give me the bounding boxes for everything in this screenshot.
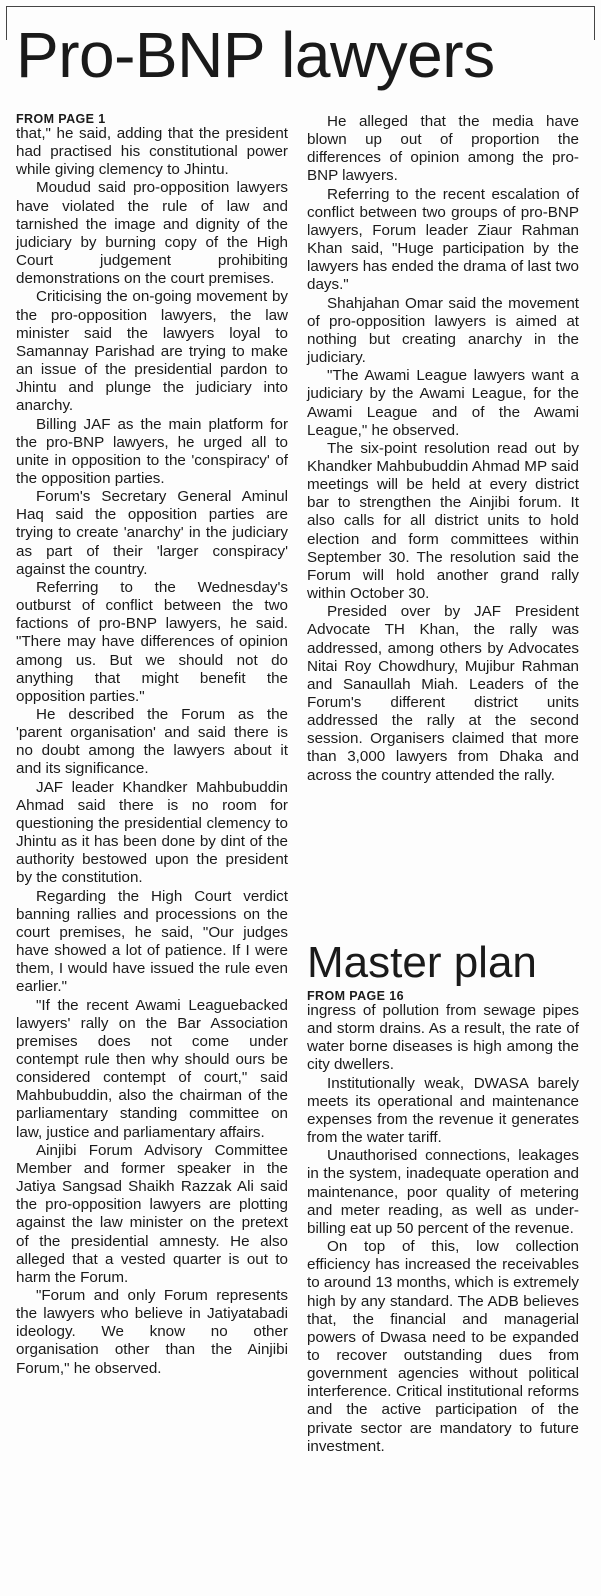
- frame-left-rule: [6, 6, 7, 40]
- paragraph: "If the recent Awami Leaguebacked lawyers' rally on the Bar Association premises does not come under contempt rule then why should ours be considered contempt of court," said Mahbubuddin, also the chairman of the parliamentary standing committee on law, justice and parliamentary affairs.: [16, 996, 288, 1141]
- paragraph: He described the Forum as the 'parent organisation' and said there is no doubt among the lawyers about it and its significance.: [16, 706, 288, 778]
- paragraph: Moudud said pro-opposition lawyers have violated the rule of law and tarnished the image and dignity of the judiciary by burning copy of the High Court judgement prohibiting demonstrations on the court premises.: [16, 179, 288, 288]
- jump-kicker: FROM PAGE 16: [307, 989, 404, 1003]
- paragraph: "Forum and only Forum represents the lawyers who believe in Jatiyatabadi ideology. We know no other organisation other than the Ainjibi Forum," he observed.: [16, 1287, 288, 1377]
- paragraph: Presided over by JAF President Advocate TH Khan, the rally was addressed, among others by Advocates Nitai Roy Chowdhury, Mujibur Rahman and Sanaullah Miah. Leaders of the Forum's different district units addressed the rally at the second session. Organisers claimed that more than 3,000 lawyers from Dhaka and across the country attended the rally.: [307, 603, 579, 784]
- frame-right-rule: [594, 6, 595, 40]
- paragraph: "The Awami League lawyers want a judiciary by the Awami League, for the Awami League and of the Awami League," he observed.: [307, 367, 579, 439]
- top-rule: [6, 6, 595, 7]
- paragraph: Criticising the on-going movement by the pro-opposition lawyers, the law minister said the lawyers loyal to Samannay Parishad are trying to make an issue of the presidential pardon to Jhintu and plunge the judiciary into anarchy.: [16, 288, 288, 415]
- paragraph: The six-point resolution read out by Khandker Mahbubuddin Ahmad MP said meetings will be held at every district bar to strengthen the Ainjibi forum. It also calls for all district units to hold election and form committees within September 30. The resolution said the Forum will hold another grand rally within October 30.: [307, 439, 579, 603]
- paragraph: that," he said, adding that the president had practised his constitutional power while giving clemency to Jhintu.: [16, 125, 288, 179]
- paragraph: ingress of pollution from sewage pipes and storm drains. As a result, the rate of water borne diseases is high among the city dwellers.: [307, 1002, 579, 1074]
- paragraph: Unauthorised connections, leakages in the system, inadequate operation and maintenance, poor quality of metering and meter reading, as well as under-billing eat up 50 percent of the revenue.: [307, 1147, 579, 1237]
- paragraph: Regarding the High Court verdict banning rallies and processions on the court premises, he said, "Our judges have showed a lot of patience. If I were them, I would have issued the rule even earlier.": [16, 887, 288, 996]
- paragraph: Referring to the recent escalation of conflict between two groups of pro-BNP lawyers, Forum leader Ziaur Rahman Khan said, "Huge participation by the lawyers has ended the drama of last two days.": [307, 185, 579, 294]
- paragraph: JAF leader Khandker Mahbubuddin Ahmad said there is no room for questioning the presidential clemency to Jhintu as it has been done by dint of the authority bestowed upon the president by the constitution.: [16, 778, 288, 887]
- paragraph: He alleged that the media have blown up out of proportion the differences of opinion among the pro-BNP lawyers.: [307, 113, 579, 185]
- paragraph: Forum's Secretary General Aminul Haq said the opposition parties are trying to create 'anarchy' in the judiciary as part of their 'larger conspiracy' against the country.: [16, 488, 288, 578]
- paragraph: Billing JAF as the main platform for the pro-BNP lawyers, he urged all to unite in opposition to the 'conspiracy' of the opposition parties.: [16, 415, 288, 487]
- story-headline: Pro-BNP lawyers: [16, 19, 495, 91]
- paragraph: Ainjibi Forum Advisory Committee Member and former speaker in the Jatiya Sangsad Shaikh Razzak Ali said the pro-opposition lawyers are plotting against the law minister on the pretext of the presidential amnesty. He also alleged that a vested quarter is out to harm the Forum.: [16, 1141, 288, 1286]
- second-story-headline: Master plan: [307, 938, 537, 987]
- paragraph: Referring to the Wednesday's outburst of conflict between the two factions of pro-BNP lawyers, he said. "There may have differences of opinion among us. But we should not do anything that might benefit the opposition parties.": [16, 578, 288, 705]
- right-column: [307, 113, 579, 785]
- jump-kicker: FROM PAGE 1: [16, 112, 106, 126]
- paragraph: Shahjahan Omar said the movement of pro-opposition lawyers is aimed at nothing but creating anarchy in the judiciary.: [307, 294, 579, 367]
- paragraph: Institutionally weak, DWASA barely meets its operational and maintenance expenses from the revenue it generates from the water tariff.: [307, 1074, 579, 1147]
- paragraph: On top of this, low collection efficiency has increased the receivables to around 13 months, which is extremely high by any standard. The ADB believes that, the financial and managerial powers of Dwasa need to be expanded to recover outstanding dues from government agencies without political interference. Critical institutional reforms and the active participation of the private sector are mandatory to future investment.: [307, 1238, 579, 1455]
- left-column: [16, 113, 288, 1378]
- second-story-column: [307, 990, 579, 1456]
